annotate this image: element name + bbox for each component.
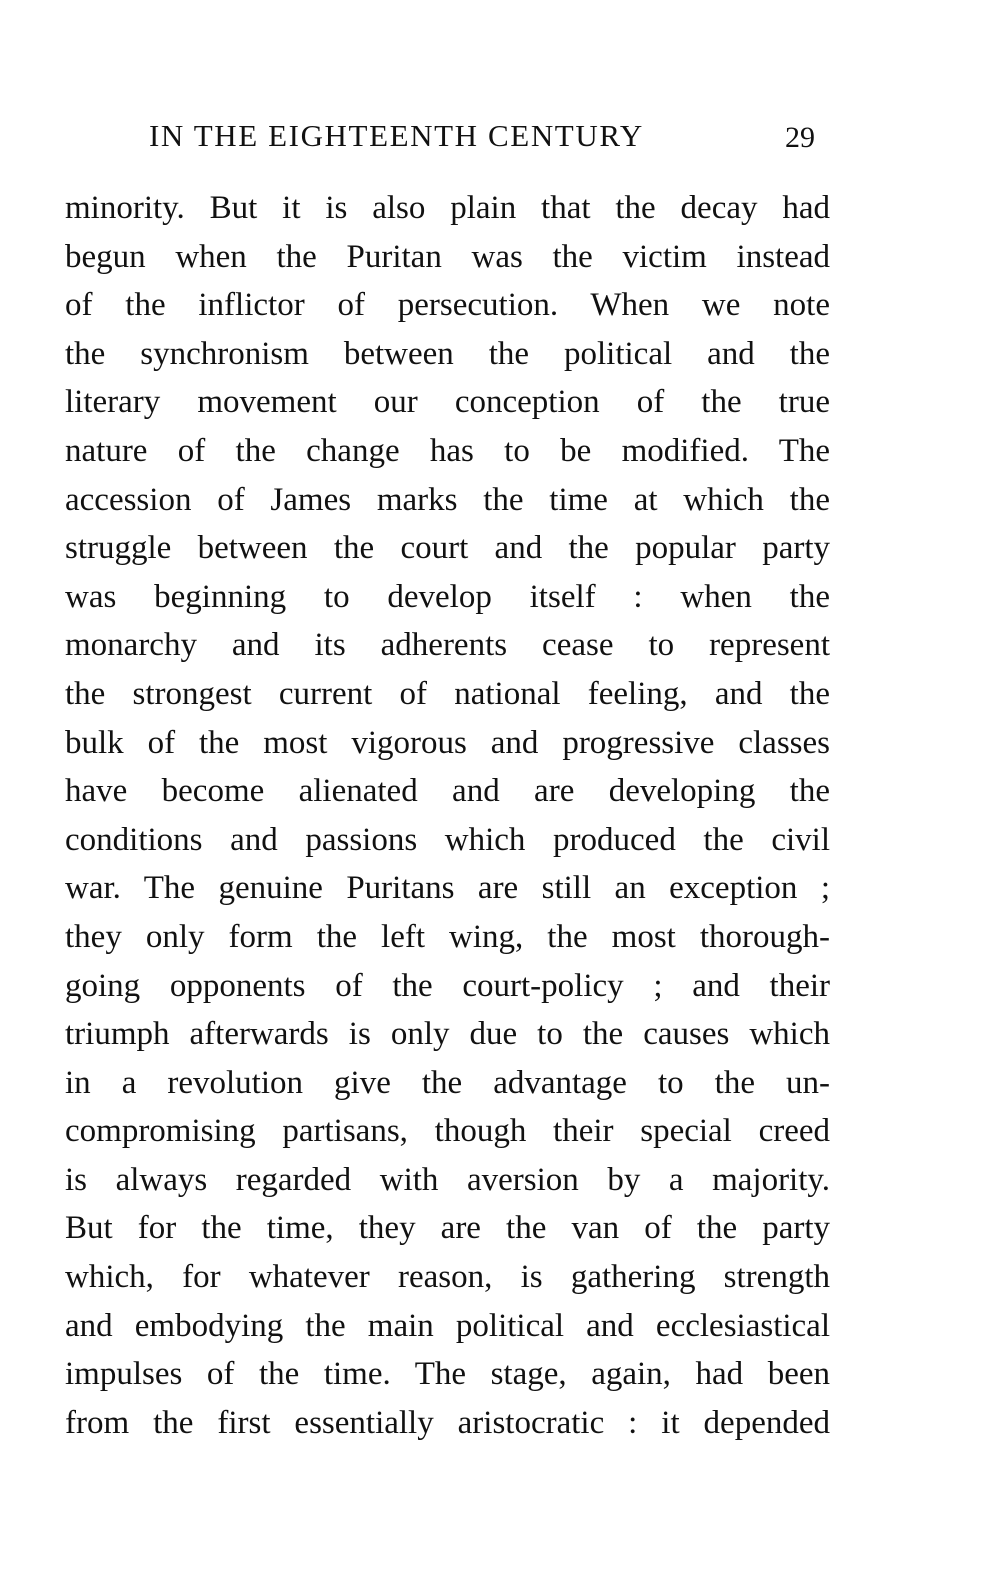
text-line: which, for whatever reason, is gathering strength — [65, 1259, 830, 1296]
running-title: IN THE EIGHTEENTH CENTURY — [149, 118, 644, 153]
text-line: going opponents of the court-policy ; and their — [65, 967, 830, 1004]
text-line: the synchronism between the political and the — [65, 335, 830, 372]
text-line: is always regarded with aversion by a majority. — [65, 1161, 830, 1198]
text-line: in a revolution give the advantage to the un- — [65, 1064, 830, 1101]
text-line: nature of the change has to be modified. The — [65, 432, 830, 469]
text-line: impulses of the time. The stage, again, had been — [65, 1356, 830, 1393]
text-line: and embodying the main political and ecclesiastical — [65, 1307, 830, 1344]
text-line: war. The genuine Puritans are still an exception ; — [65, 870, 830, 907]
page-number: 29 — [785, 121, 815, 154]
text-line: of the inflictor of persecution. When we note — [65, 287, 830, 324]
text-line: bulk of the most vigorous and progressive classes — [65, 724, 830, 761]
text-line: struggle between the court and the popular party — [65, 530, 830, 567]
text-line: accession of James marks the time at which the — [65, 481, 830, 518]
text-line: was beginning to develop itself : when the — [65, 578, 830, 615]
text-line: monarchy and its adherents cease to represent — [65, 627, 830, 664]
text-line: have become alienated and are developing the — [65, 773, 830, 810]
text-line: begun when the Puritan was the victim instead — [65, 238, 830, 275]
text-line: from the first essentially aristocratic : it depended — [65, 1404, 830, 1441]
text-line: triumph afterwards is only due to the causes which — [65, 1016, 830, 1053]
text-line: conditions and passions which produced the civil — [65, 821, 830, 858]
text-line: minority. But it is also plain that the decay had — [65, 190, 830, 226]
text-line: But for the time, they are the van of the party — [65, 1210, 830, 1247]
text-line: literary movement our conception of the true — [65, 384, 830, 421]
text-line: they only form the left wing, the most thorough- — [65, 918, 830, 955]
text-line: the strongest current of national feeling, and the — [65, 675, 830, 712]
body-text — [65, 184, 830, 1447]
running-head — [0, 114, 1000, 158]
text-line: compromising partisans, though their special creed — [65, 1113, 830, 1150]
